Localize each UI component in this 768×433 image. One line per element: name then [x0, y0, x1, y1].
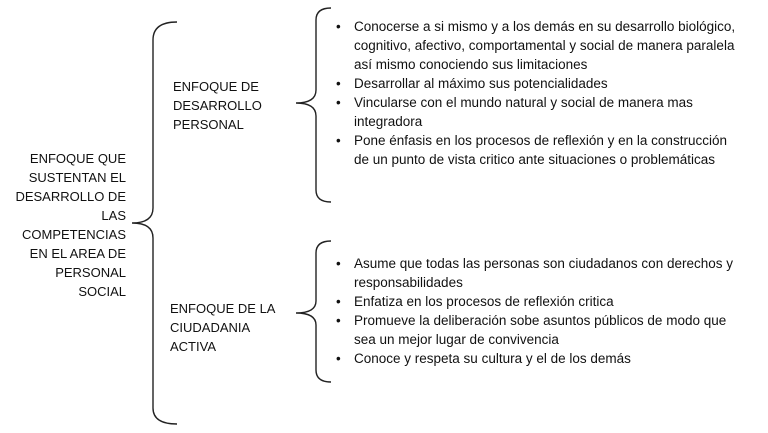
- list-item: • Enfatiza en los procesos de reflexión critica: [334, 292, 744, 311]
- main-label-line: EN EL AREA DE: [29, 246, 126, 261]
- main-label-line: DESARROLLO DE: [15, 189, 126, 204]
- main-label-line: SOCIAL: [78, 284, 126, 299]
- lower-bracket: [296, 241, 331, 382]
- enfoque-desarrollo-personal-label: [173, 77, 303, 134]
- list-item: • Conocerse a si mismo y a los demás en su desarrollo biológico, cognitivo, afectivo, comportamental y social de manera paralela así mismo conociendo sus limitaciones: [334, 17, 744, 74]
- enfoque-title-line: CIUDADANIA: [170, 320, 251, 335]
- main-bracket: [132, 22, 177, 424]
- main-label-line: PERSONAL: [55, 265, 126, 280]
- list-item: • Vincularse con el mundo natural y social de manera mas integradora: [334, 93, 744, 131]
- list-item: • Conoce y respeta su cultura y el de los demás: [334, 349, 744, 368]
- enfoque-title-line: ENFOQUE DE LA: [170, 301, 276, 316]
- main-label-line: LAS: [101, 208, 126, 223]
- desarrollo-personal-list: [334, 17, 744, 169]
- list-item: • Asume que todas las personas son ciudadanos con derechos y responsabilidades: [334, 254, 744, 292]
- ciudadania-activa-list: [334, 254, 744, 368]
- main-label-line: ENFOQUE QUE: [29, 151, 126, 166]
- main-topic-label: [6, 149, 126, 301]
- enfoque-title-line: ACTIVA: [170, 339, 216, 354]
- list-item: • Desarrollar al máximo sus potencialidades: [334, 74, 744, 93]
- enfoque-title-line: ENFOQUE DE: [173, 79, 259, 94]
- enfoque-ciudadania-activa-label: [170, 299, 300, 356]
- list-item: • Promueve la deliberación sobe asuntos públicos de modo que sea un mejor lugar de convivencia: [334, 311, 744, 349]
- main-label-line: COMPETENCIAS: [21, 227, 126, 242]
- list-item: • Pone énfasis en los procesos de reflexión y en la construcción de un punto de vista critico ante situaciones o problemáticas: [334, 131, 744, 169]
- enfoque-title-line: PERSONAL: [173, 117, 244, 132]
- enfoque-title-line: DESARROLLO: [173, 98, 262, 113]
- main-label-line: SUSTENTAN EL: [28, 170, 126, 185]
